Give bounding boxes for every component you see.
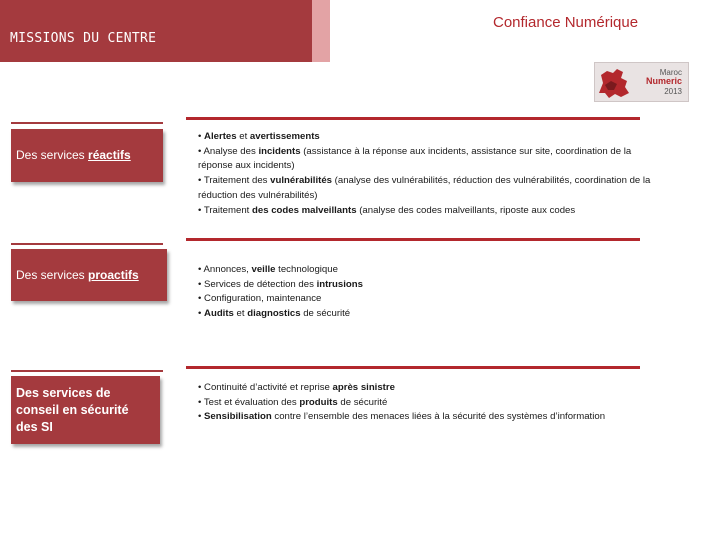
bullet-item: • Configuration, maintenance: [198, 293, 322, 305]
maroc-numeric-logo: [594, 62, 689, 102]
bullet-list-conseil: [198, 381, 638, 425]
card-services-reactifs: [11, 129, 163, 182]
section-rule: [186, 117, 640, 120]
logo-line-2: Numeric: [645, 76, 682, 86]
logo-line-1: Maroc: [659, 68, 682, 77]
bullet-list-reactifs: [198, 130, 668, 218]
card-keyword: proactifs: [88, 268, 139, 282]
bullet-item: • Analyse des incidents (assistance à la réponse aux incidents, assistance sur site, coordination de la réponse aux incidents): [198, 145, 632, 172]
section-rule: [186, 238, 640, 241]
bullet-item: • Alertes et avertissements: [198, 131, 320, 142]
bullet-item: • Sensibilisation contre l’ensemble des menaces liées à la sécurité des systèmes d’information: [198, 411, 606, 423]
card-label-line-2: conseil en sécurité: [16, 403, 129, 417]
bullet-item: • Audits et diagnostics de sécurité: [198, 308, 351, 320]
logo-line-3: 2013: [664, 87, 682, 96]
bullet-list-proactifs: [198, 263, 658, 322]
section-rule: [186, 366, 640, 369]
card-label: Des services: [16, 268, 89, 282]
card-label-line-1: Des services de: [16, 386, 111, 400]
card-services-conseil: [11, 376, 160, 444]
card-label: Des services: [16, 148, 89, 162]
card-keyword: réactifs: [88, 148, 131, 162]
header-band-accent: [312, 0, 330, 62]
bullet-item: • Services de détection des intrusions: [198, 278, 363, 290]
brand-title: Confiance Numérique: [493, 14, 639, 31]
card-divider: [11, 122, 163, 124]
page-title: MISSIONS DU CENTRE: [10, 31, 157, 46]
bullet-item: • Test et évaluation des produits de sécurité: [198, 396, 388, 408]
card-divider: [11, 243, 163, 245]
bullet-item: • Traitement des codes malveillants (analyse des codes malveillants, riposte aux codes: [198, 204, 576, 216]
card-label-line-3: des SI: [16, 420, 53, 434]
bullet-item: • Annonces, veille technologique: [198, 264, 338, 275]
card-divider: [11, 370, 163, 372]
bullet-item: • Continuité d’activité et reprise après sinistre: [198, 382, 395, 393]
bullet-item: • Traitement des vulnérabilités (analyse des vulnérabilités, réduction des vulnérabilités, coordination de la réduction des vulnérabilités): [198, 175, 651, 201]
card-services-proactifs: [11, 249, 167, 301]
